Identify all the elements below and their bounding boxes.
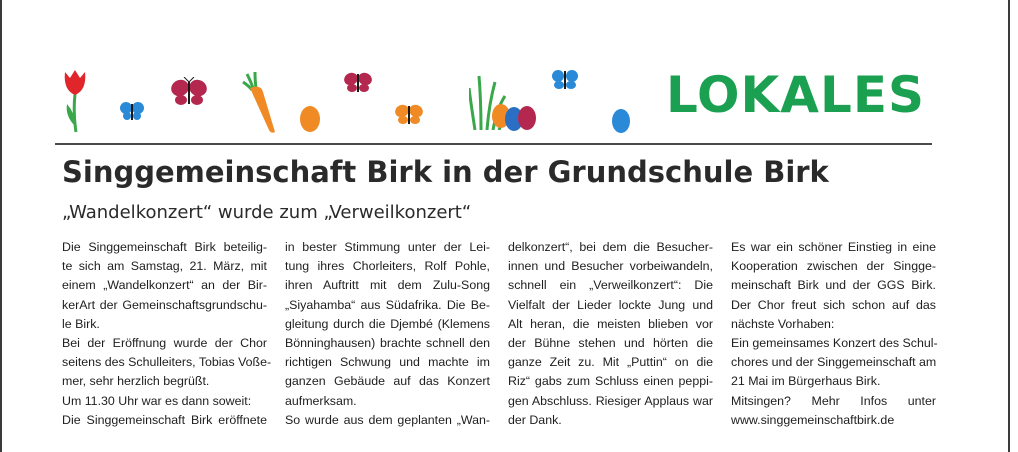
page-border-right (1008, 0, 1010, 452)
text-line: in bester Stimmung unter der Lei- (285, 240, 490, 254)
website-link[interactable]: www.singgemeinschaftbirk.de (731, 412, 895, 427)
article-subheadline: „Wandelkonzert“ wurde zum „Verweilkonzert“ (62, 202, 472, 223)
text-line: le Birk. (62, 316, 100, 331)
text-line: aufmerksam. (285, 393, 357, 408)
butterfly-icon (393, 102, 425, 128)
text-line: ganzen Gebäude auf das Konzert (285, 374, 490, 389)
text-line: chores und der Singgemeinschaft am (731, 355, 937, 370)
text-line: seitens des Schulleiters, Tobias Voße- (62, 355, 272, 370)
text-line: Bönninghausen) brachte schnell den (285, 336, 490, 351)
butterfly-icon (551, 68, 579, 92)
article-column-3 (508, 238, 713, 430)
text-line: Bei der Eröffnung wurde der Chor (62, 336, 267, 351)
text-line: Es war ein schöner Einstieg in eine (731, 240, 936, 254)
text-line: 21 Mai im Bürgerhaus Birk. (731, 374, 881, 389)
text-line: der Dank. (508, 412, 562, 427)
article-column-2 (285, 238, 490, 430)
text-line: Um 11.30 Uhr war es dann soweit: (62, 393, 252, 408)
text-line: Riz“ gabs zum Schluss einen peppi- (508, 374, 713, 389)
text-line: „Siyahamba“ aus Südafrika. Die Be- (285, 297, 490, 312)
text-line: Kooperation zwischen der Singge- (731, 259, 936, 274)
page-border-left (0, 0, 2, 452)
text-line: richtigen Schwung und machte im (285, 355, 490, 370)
text-line: Die Singgemeinschaft Birk eröffnete (62, 412, 267, 427)
text-line: ganze Zeit zu. Mit „Puttin“ on die (508, 355, 713, 370)
divider-rule (55, 143, 932, 145)
text-line: der Bühne stehen und hörten die (508, 336, 713, 351)
text-line: meinschaft Birk und der GGS Birk. (731, 278, 936, 293)
text-line: te sich am Samstag, 21. März, mit (62, 259, 267, 274)
egg-icon (299, 105, 321, 133)
tulip-icon (61, 68, 89, 134)
text-line: einem „Wandelkonzert“ an der Bir- (62, 278, 267, 293)
text-line: Alt heran, die meisten blieben vor (508, 316, 713, 331)
text-line: tung ihres Chorleiters, Rolf Pohle, (285, 259, 490, 274)
butterfly-icon (170, 77, 208, 109)
section-banner (55, 62, 935, 142)
text-line: Vielfalt der Lieder lockte Jung und (508, 297, 713, 312)
egg-icon (611, 108, 631, 134)
butterfly-icon (119, 100, 145, 122)
text-line: So wurde aus dem geplanten „Wan- (285, 412, 490, 427)
text-line: mer, sehr herzlich begrüßt. (62, 374, 210, 389)
text-line: ihren Auftritt mit dem Zulu-Song (285, 278, 490, 293)
article-column-1 (62, 238, 272, 430)
text-line: Der Chor freut sich schon auf das (731, 297, 936, 312)
text-line: Mitsingen? Mehr Infos unter (731, 393, 936, 408)
text-line: delkonzert“, bei dem die Besucher- (508, 240, 713, 254)
text-line: schnell ein „Verweilkonzert“: Die (508, 278, 713, 293)
text-line: gen Abschluss. Riesiger Applaus war (508, 393, 713, 408)
text-line: Ein gemeinsames Konzert des Schul- (731, 336, 938, 351)
butterfly-icon (343, 70, 373, 96)
egg-icon (491, 100, 549, 132)
section-title: LOKALES (665, 66, 925, 124)
carrot-icon (241, 72, 277, 134)
text-line: gleitung durch die Djembé (Klemens (285, 316, 490, 331)
article-headline: Singgemeinschaft Birk in der Grundschule Birk (62, 155, 829, 189)
text-line: Die Singgemeinschaft Birk beteilig- (62, 240, 267, 254)
text-line: kerArt der Gemeinschaftsgrundschu- (62, 297, 267, 312)
article-column-4 (731, 238, 936, 430)
text-line: innen und Besucher vorbeiwandeln, (508, 259, 713, 274)
text-line: nächste Vorhaben: (731, 316, 835, 331)
